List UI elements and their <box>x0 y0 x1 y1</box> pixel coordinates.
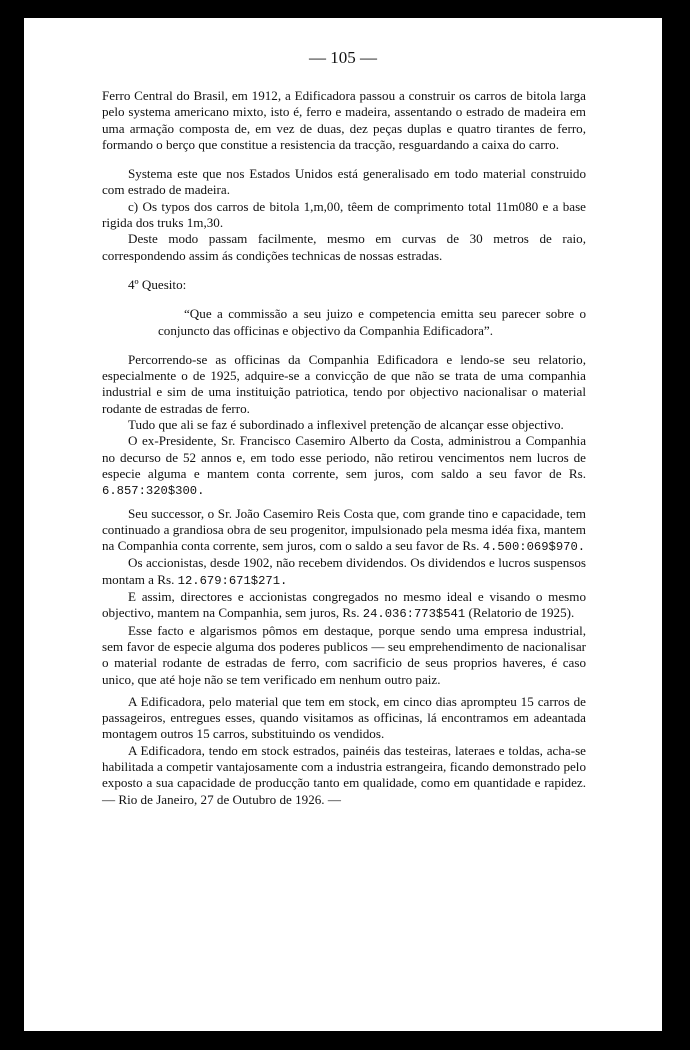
paragraph-15: A Edificadora, tendo em stock estrados, painéis das testeiras, lateraes e toldas, acha-se habilitada a competir vantajosamente com a industria estrangeira, ficando demonstrado pelo exposto a sua capacidade de producção tanto em qualidade, como em quantidade e rapidez. — Rio de Janeiro, 27 de Outubro de 1926. — <box>102 742 586 807</box>
paragraph-11 <box>102 555 586 589</box>
section-heading: 4º Quesito: <box>128 276 187 292</box>
paragraph-3: c) Os typos dos carros de bitola 1,m,00, têem de comprimento total 11m080 e a base rigida dos truks 1m,30. <box>102 198 586 231</box>
paragraph-14: A Edificadora, pelo material que tem em stock, em cinco dias aprompteu 15 carros de passageiros, entregues esses, quando visitamos as officinas, lá encontramos em adeantada montagem outros 15 carros, substituindo os vendidos. <box>102 693 586 742</box>
paragraph-1: Ferro Central do Brasil, em 1912, a Edificadora passou a construir os carros de bitola larga pelo systema americano mixto, isto é, ferro e madeira, assentando o estrado de madeira em uma armação composta de, em vez de duas, dez peças duplas e quatro tirantes de ferro, formando o berço que constitue a resistencia da tracção, resguardando a caixa do carro. <box>102 88 586 152</box>
paragraph-9-amount: 6.857:320$300. <box>102 484 205 499</box>
document-page <box>24 18 662 1031</box>
paragraph-11-amount: 12.679:671$271. <box>177 573 288 588</box>
paragraph-9-text: O ex-Presidente, Sr. Francisco Casemiro Alberto da Costa, administrou a Companhia no decurso de 52 annos e, em todo esse periodo, não retirou vencimentos nem lucros de especie alguma e mantem conta corrente, sem juros, com saldo a seu favor de Rs. <box>102 433 586 481</box>
paragraph-13: Esse facto e algarismos pômos em destaque, porque sendo uma empresa industrial, sem favor de especie alguma dos poderes publicos — seu emprehendimento de nacionalisar o material rodante de estradas de ferro, com sacrificio de seus proprios haveres, é caso unico, que até hoje não se tem verificado em nenhum outro paiz. <box>102 622 586 687</box>
paragraph-12 <box>102 589 586 623</box>
paragraph-9 <box>102 433 586 499</box>
page-number: — 105 — <box>309 48 377 67</box>
paragraph-7: Percorrendo-se as officinas da Companhia Edificadora e lendo-se seu relatorio, especialmente o de 1925, adquire-se a convicção de que não se trata de uma companhia industrial e sim de uma instituição patriotica, tendo por objectivo nacionalisar o material rodante de estradas de ferro. <box>102 351 586 416</box>
document-body <box>102 88 586 808</box>
paragraph-10-amount: 4.500:069$970. <box>482 540 586 555</box>
paragraph-4: Deste modo passam facilmente, mesmo em curvas de 30 metros de raio, correspondendo assim ás condições technicas de nossas estradas. <box>102 231 586 263</box>
paragraph-12-text: E assim, directores e accionistas congregados no mesmo ideal e visando o mesmo objectivo, mantem na Companhia, sem juros, Rs. <box>102 589 586 621</box>
paragraph-11-text: Os accionistas, desde 1902, não recebem dividendos. Os dividendos e lucros suspensos montam a Rs. <box>102 555 586 587</box>
paragraph-8: Tudo que ali se faz é subordinado a inflexivel pretenção de alcançar esse objectivo. <box>128 417 564 433</box>
paragraph-12-tail: (Relatorio de 1925). <box>468 605 575 621</box>
paragraph-10-text: Seu successor, o Sr. João Casemiro Reis Costa que, com grande tino e capacidade, tem continuado a grandiosa obra de seu progenitor, impulsionado pela mesma idéa fixa, mantem na Companhia conta corrente, sem juros, com o saldo a seu favor de Rs. <box>102 505 586 554</box>
paragraph-12-amount: 24.036:773$541 <box>362 607 466 622</box>
paragraph-2: Systema este que nos Estados Unidos está generalisado em todo material construido com estrado de madeira. <box>102 166 586 198</box>
paragraph-10 <box>102 506 586 556</box>
block-quote: “Que a commissão a seu juizo e competencia emitta seu parecer sobre o conjuncto das officinas e objectivo da Companhia Edificadora”. <box>158 306 586 338</box>
